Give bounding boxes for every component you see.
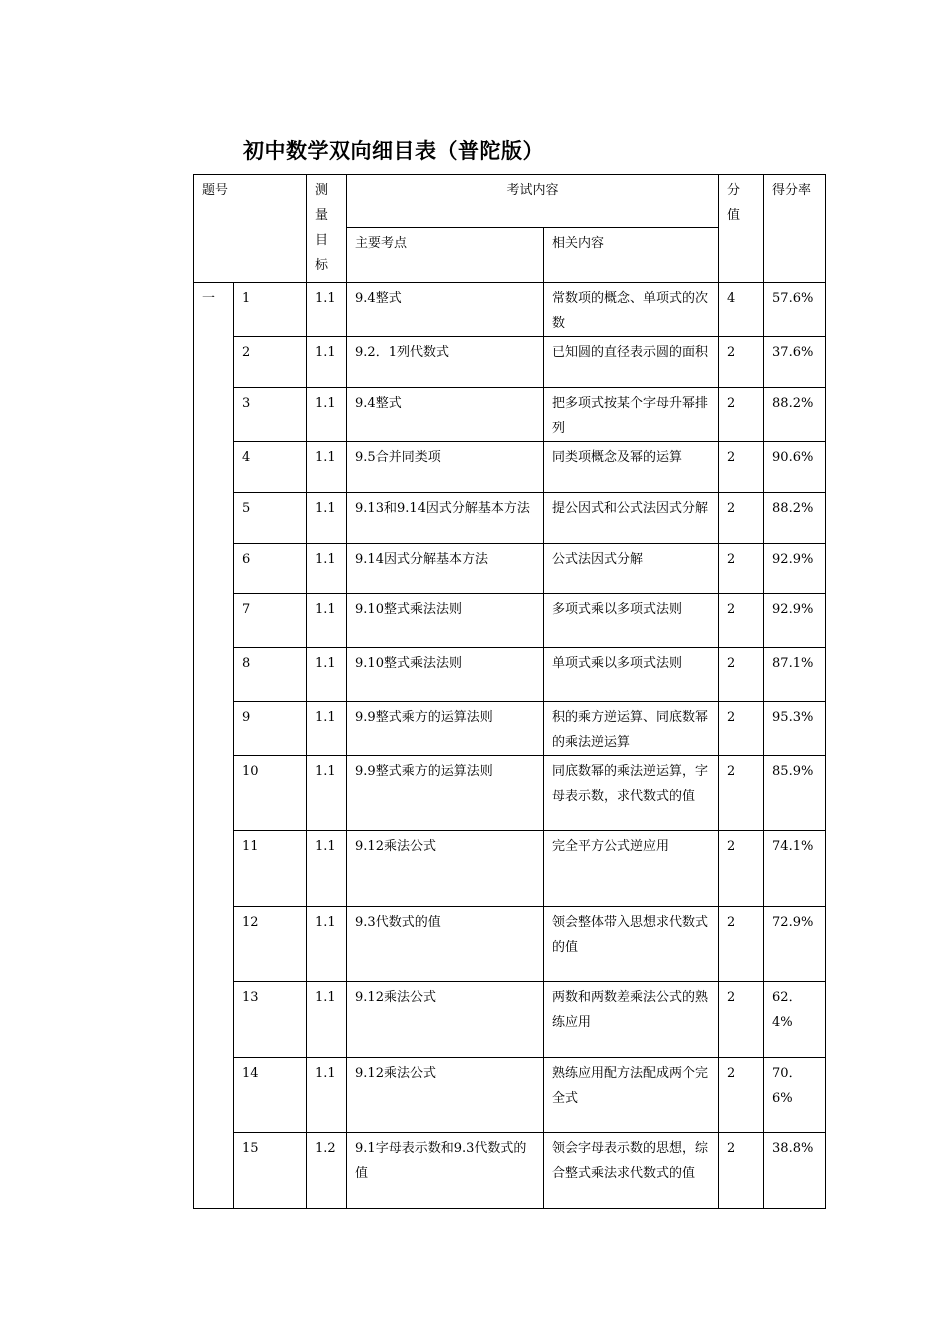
score-value: 2 xyxy=(719,648,764,702)
question-number: 10 xyxy=(234,756,307,831)
measure-target: 1.1 xyxy=(307,594,347,648)
related-content: 领会整体带入思想求代数式的值 xyxy=(544,907,719,982)
related-content: 熟练应用配方法配成两个完全式 xyxy=(544,1058,719,1133)
score-rate: 87.1% xyxy=(764,648,826,702)
score-rate: 92.9% xyxy=(764,594,826,648)
score-value: 2 xyxy=(719,544,764,594)
table-row xyxy=(194,756,826,831)
score-rate: 74.1% xyxy=(764,831,826,907)
question-number: 14 xyxy=(234,1058,307,1133)
related-content: 多项式乘以多项式法则 xyxy=(544,594,719,648)
table-row xyxy=(194,702,826,756)
score-value: 2 xyxy=(719,702,764,756)
main-point: 9.13和9.14因式分解基本方法 xyxy=(347,493,544,544)
main-point: 9.10整式乘法法则 xyxy=(347,594,544,648)
main-point: 9.1字母表示数和9.3代数式的值 xyxy=(347,1133,544,1209)
score-value: 4 xyxy=(719,283,764,337)
header-target-char: 测 xyxy=(315,183,329,198)
related-content: 领会字母表示数的思想，综合整式乘法求代数式的值 xyxy=(544,1133,719,1209)
header-score-char: 值 xyxy=(727,208,741,223)
related-content: 公式法因式分解 xyxy=(544,544,719,594)
question-number: 5 xyxy=(234,493,307,544)
score-rate: 62．4% xyxy=(764,982,826,1058)
table-row xyxy=(194,337,826,388)
header-score xyxy=(719,175,764,283)
question-number: 7 xyxy=(234,594,307,648)
question-number: 9 xyxy=(234,702,307,756)
score-value: 2 xyxy=(719,756,764,831)
related-content: 两数和两数差乘法公式的熟练应用 xyxy=(544,982,719,1058)
score-value: 2 xyxy=(719,907,764,982)
score-value: 2 xyxy=(719,982,764,1058)
question-number: 4 xyxy=(234,442,307,493)
measure-target: 1.1 xyxy=(307,442,347,493)
question-number: 6 xyxy=(234,544,307,594)
main-point: 9.4整式 xyxy=(347,388,544,442)
header-rate: 得分率 xyxy=(764,175,826,283)
main-point: 9.4整式 xyxy=(347,283,544,337)
main-point: 9.9整式乘方的运算法则 xyxy=(347,702,544,756)
score-rate: 85.9% xyxy=(764,756,826,831)
question-number: 15 xyxy=(234,1133,307,1209)
table-row xyxy=(194,1133,826,1209)
question-number: 8 xyxy=(234,648,307,702)
measure-target: 1.1 xyxy=(307,388,347,442)
measure-target: 1.1 xyxy=(307,702,347,756)
question-number: 12 xyxy=(234,907,307,982)
main-point: 9.12乘法公式 xyxy=(347,982,544,1058)
table-row xyxy=(194,648,826,702)
score-value: 2 xyxy=(719,493,764,544)
table-row xyxy=(194,982,826,1058)
header-target-char: 标 xyxy=(315,258,329,273)
related-content: 完全平方公式逆应用 xyxy=(544,831,719,907)
main-point: 9.12乘法公式 xyxy=(347,831,544,907)
main-point: 9.5合并同类项 xyxy=(347,442,544,493)
spec-table xyxy=(193,174,826,1209)
score-rate: 57.6% xyxy=(764,283,826,337)
measure-target: 1.1 xyxy=(307,831,347,907)
header-target-char: 量 xyxy=(315,208,329,223)
main-point: 9.3代数式的值 xyxy=(347,907,544,982)
header-target xyxy=(307,175,347,283)
score-value: 2 xyxy=(719,594,764,648)
measure-target: 1.1 xyxy=(307,648,347,702)
measure-target: 1.2 xyxy=(307,1133,347,1209)
related-content: 单项式乘以多项式法则 xyxy=(544,648,719,702)
question-number: 13 xyxy=(234,982,307,1058)
table-row xyxy=(194,442,826,493)
score-rate: 90.6% xyxy=(764,442,826,493)
related-content: 同底数幂的乘法逆运算，字母表示数，求代数式的值 xyxy=(544,756,719,831)
score-rate: 88.2% xyxy=(764,388,826,442)
related-content: 常数项的概念、单项式的次数 xyxy=(544,283,719,337)
score-value: 2 xyxy=(719,388,764,442)
score-value: 2 xyxy=(719,1058,764,1133)
main-point: 9.14因式分解基本方法 xyxy=(347,544,544,594)
score-rate: 37.6% xyxy=(764,337,826,388)
header-main-point: 主要考点 xyxy=(347,228,544,283)
related-content: 把多项式按某个字母升幂排列 xyxy=(544,388,719,442)
score-value: 2 xyxy=(719,442,764,493)
measure-target: 1.1 xyxy=(307,283,347,337)
table-row xyxy=(194,831,826,907)
table-row xyxy=(194,493,826,544)
main-point: 9.9整式乘方的运算法则 xyxy=(347,756,544,831)
measure-target: 1.1 xyxy=(307,337,347,388)
score-rate: 38.8% xyxy=(764,1133,826,1209)
related-content: 积的乘方逆运算、同底数幂的乘法逆运算 xyxy=(544,702,719,756)
table-row xyxy=(194,594,826,648)
measure-target: 1.1 xyxy=(307,982,347,1058)
header-related: 相关内容 xyxy=(544,228,719,283)
score-rate: 70．6% xyxy=(764,1058,826,1133)
score-rate: 72.9% xyxy=(764,907,826,982)
score-rate: 95.3% xyxy=(764,702,826,756)
measure-target: 1.1 xyxy=(307,1058,347,1133)
section-label: 一 xyxy=(194,283,234,1209)
question-number: 3 xyxy=(234,388,307,442)
main-point: 9.10整式乘法法则 xyxy=(347,648,544,702)
measure-target: 1.1 xyxy=(307,493,347,544)
main-point: 9.12乘法公式 xyxy=(347,1058,544,1133)
question-number: 1 xyxy=(234,283,307,337)
question-number: 2 xyxy=(234,337,307,388)
table-row xyxy=(194,283,826,337)
related-content: 提公因式和公式法因式分解 xyxy=(544,493,719,544)
question-number: 11 xyxy=(234,831,307,907)
related-content: 已知圆的直径表示圆的面积 xyxy=(544,337,719,388)
measure-target: 1.1 xyxy=(307,756,347,831)
table-row xyxy=(194,1058,826,1133)
header-target-char: 目 xyxy=(315,233,329,248)
main-point: 9.2．1列代数式 xyxy=(347,337,544,388)
header-question-no: 题号 xyxy=(194,175,307,283)
table-row xyxy=(194,388,826,442)
measure-target: 1.1 xyxy=(307,907,347,982)
score-rate: 92.9% xyxy=(764,544,826,594)
header-exam-content: 考试内容 xyxy=(347,175,719,228)
score-value: 2 xyxy=(719,831,764,907)
score-value: 2 xyxy=(719,1133,764,1209)
score-value: 2 xyxy=(719,337,764,388)
measure-target: 1.1 xyxy=(307,544,347,594)
table-row xyxy=(194,544,826,594)
table-row xyxy=(194,907,826,982)
related-content: 同类项概念及幂的运算 xyxy=(544,442,719,493)
score-rate: 88.2% xyxy=(764,493,826,544)
header-row-1 xyxy=(194,175,826,228)
header-score-char: 分 xyxy=(727,183,741,198)
document-title: 初中数学双向细目表（普陀版） xyxy=(243,139,544,163)
